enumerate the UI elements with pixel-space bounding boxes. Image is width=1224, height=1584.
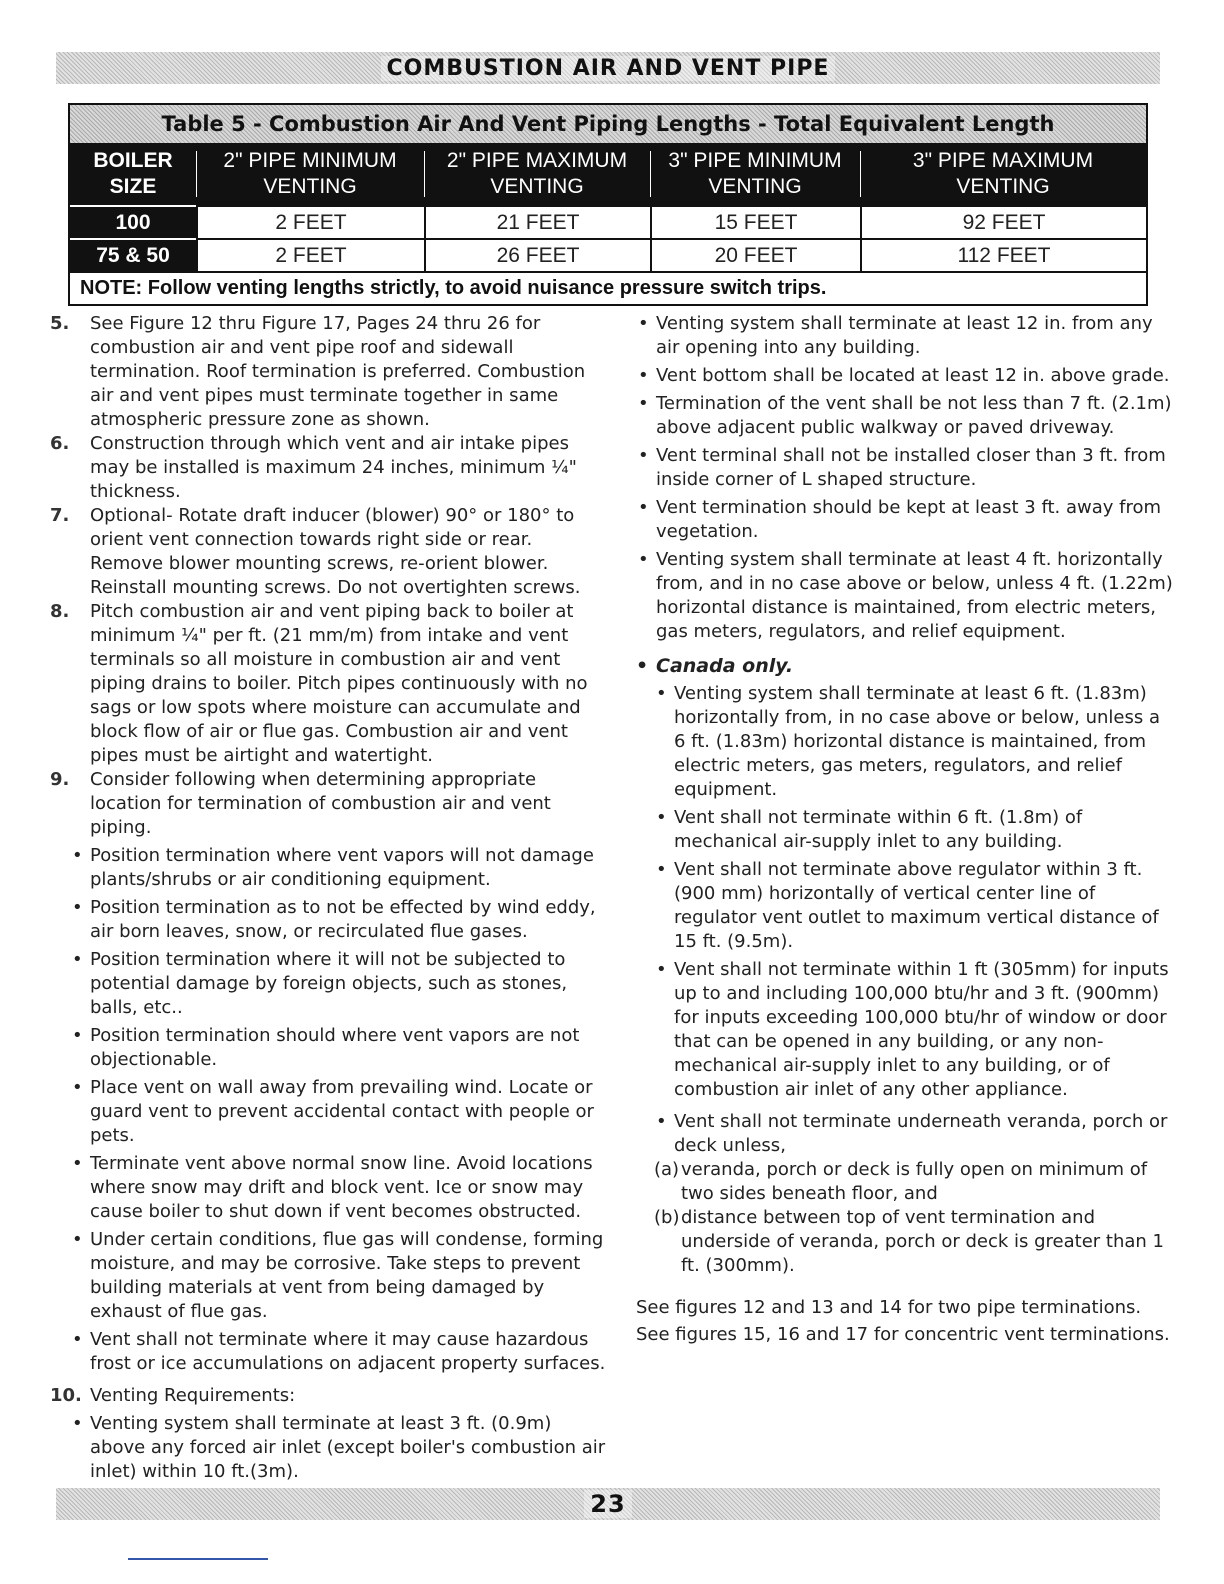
- list-bullet: • Venting system shall terminate at least 3 ft. (0.9m) above any forced air inlet (except boiler's combustion air inlet) within 10 ft.(3m).: [70, 1412, 610, 1484]
- header-2in-max: 2" PIPE MAXIMUM VENTING: [424, 143, 650, 205]
- table-title: Table 5 - Combustion Air And Vent Piping Lengths - Total Equivalent Length: [70, 105, 1146, 143]
- table-note: NOTE: Follow venting lengths strictly, to avoid nuisance pressure switch trips.: [70, 271, 1146, 304]
- right-column: [636, 312, 1176, 1347]
- header-2in-min: 2" PIPE MINIMUM VENTING: [196, 143, 424, 205]
- list-bullet: • Venting system shall terminate at least 12 in. from any air opening into any building.: [636, 312, 1176, 360]
- header-boiler-size: BOILER SIZE: [70, 143, 196, 205]
- list-item-5: 5. See Figure 12 thru Figure 17, Pages 24 thru 26 for combustion air and vent pipe roof and sidewall termination. Roof termination is preferred. Combustion air and vent pipes must terminate together in same atmospheric pressure zone as shown.: [50, 313, 586, 430]
- table-cell: 21 FEET: [424, 205, 650, 238]
- list-item-8: 8. Pitch combustion air and vent piping back to boiler at minimum ¼" per ft. (21 mm/m) from intake and vent terminals so all moisture in combustion air and vent piping drains to boiler. Pitch pipes continuously with no sags or low spots where moisture can accumulate and block flow of air or flue gas. Combustion air and vent pipes must be airtight and watertight.: [50, 601, 588, 766]
- table-cell: 92 FEET: [860, 205, 1146, 238]
- table-cell: 26 FEET: [424, 238, 650, 271]
- list-bullet: • Vent shall not terminate above regulator within 3 ft. (900 mm) horizontally of vertical center line of regulator vent outlet to maximum vertical distance of 15 ft. (9.5m).: [654, 858, 1176, 954]
- list-bullet: • Venting system shall terminate at least 6 ft. (1.83m) horizontally from, in no case above or below, unless a 6 ft. (1.83m) horizontal distance is maintained, from electric meters, gas meters, regulators, and relief equipment.: [654, 682, 1176, 802]
- sub-item-b: (b) distance between top of vent termination and underside of veranda, porch or deck is greater than 1 ft. (300mm).: [654, 1207, 1164, 1276]
- left-column: [50, 312, 610, 1484]
- list-bullet: • Position termination should where vent vapors are not objectionable.: [70, 1024, 610, 1072]
- venting-length-table: [68, 103, 1148, 306]
- section-header-banner: [56, 52, 1160, 84]
- list-bullet: • Terminate vent above normal snow line. Avoid locations where snow may drift and block vent. Ice or snow may cause boiler to shut down if vent becomes obstructed.: [70, 1152, 610, 1224]
- list-item-9: 9. Consider following when determining appropriate location for termination of combustion air and vent piping.: [50, 769, 551, 838]
- list-bullet: • Venting system shall terminate at least 4 ft. horizontally from, and in no case above or below, unless 4 ft. (1.22m) horizontal distance is maintained, from electric meters, gas meters, regulators, and relief equipment.: [636, 548, 1176, 644]
- list-bullet: • Place vent on wall away from prevailing wind. Locate or guard vent to prevent accidental contact with people or pets.: [70, 1076, 610, 1148]
- table-cell: 20 FEET: [650, 238, 860, 271]
- figure-references: [636, 1296, 1176, 1347]
- figure-reference-line: See figures 15, 16 and 17 for concentric vent terminations.: [636, 1324, 1170, 1345]
- table-cell: 2 FEET: [196, 238, 424, 271]
- list-bullet: • Vent shall not terminate where it may cause hazardous frost or ice accumulations on adjacent property surfaces.: [70, 1328, 610, 1376]
- list-bullet: • Vent shall not terminate underneath veranda, porch or deck unless,: [654, 1110, 1176, 1158]
- list-bullet: • Vent termination should be kept at least 3 ft. away from vegetation.: [636, 496, 1176, 544]
- list-item-6: 6. Construction through which vent and air intake pipes may be installed is maximum 24 inches, minimum ¼" thickness.: [50, 433, 577, 502]
- sub-item-a: (a) veranda, porch or deck is fully open on minimum of two sides beneath floor, and: [654, 1159, 1148, 1204]
- row-label: 75 & 50: [70, 238, 196, 271]
- footer-underline: [128, 1558, 268, 1560]
- list-item-10: 10. Venting Requirements:: [50, 1385, 296, 1406]
- list-bullet: • Vent terminal shall not be installed closer than 3 ft. from inside corner of L shaped structure.: [636, 444, 1176, 492]
- list-item-7: 7. Optional- Rotate draft inducer (blower) 90° or 180° to orient vent connection towards right side or rear. Remove blower mounting screws, re-orient blower. Reinstall mounting screws. Do not overtighten screws.: [50, 505, 581, 598]
- canada-heading: • Canada only.: [636, 654, 1176, 678]
- table-cell: 2 FEET: [196, 205, 424, 238]
- page-footer-banner: [56, 1488, 1160, 1520]
- figure-reference-line: See figures 12 and 13 and 14 for two pipe terminations.: [636, 1297, 1142, 1318]
- list-bullet: • Vent shall not terminate within 1 ft (305mm) for inputs up to and including 100,000 btu/hr and 3 ft. (900mm) for inputs exceeding 100,000 btu/hr of window or door that can be opened in any building, or any non-mechanical air-supply inlet to any building, or of combustion air inlet of any other appliance.: [654, 958, 1176, 1102]
- list-bullet: • Under certain conditions, flue gas will condense, forming moisture, and may be corrosive. Take steps to prevent building materials at vent from being damaged by exhaust of flue gas.: [70, 1228, 610, 1324]
- list-bullet: • Vent shall not terminate within 6 ft. (1.8m) of mechanical air-supply inlet to any building.: [654, 806, 1176, 854]
- page-number: 23: [584, 1490, 631, 1518]
- list-bullet: • Position termination where vent vapors will not damage plants/shrubs or air conditioning equipment.: [70, 844, 610, 892]
- row-label: 100: [70, 205, 196, 238]
- table-cell: 112 FEET: [860, 238, 1146, 271]
- list-bullet: • Vent bottom shall be located at least 12 in. above grade.: [636, 364, 1176, 388]
- header-3in-max: 3" PIPE MAXIMUM VENTING: [860, 143, 1146, 205]
- section-title: COMBUSTION AIR AND VENT PIPE: [381, 56, 836, 81]
- header-3in-min: 3" PIPE MINIMUM VENTING: [650, 143, 860, 205]
- list-bullet: • Termination of the vent shall be not less than 7 ft. (2.1m) above adjacent public walkway or paved driveway.: [636, 392, 1176, 440]
- table-cell: 15 FEET: [650, 205, 860, 238]
- list-bullet: • Position termination as to not be effected by wind eddy, air born leaves, snow, or recirculated flue gases.: [70, 896, 610, 944]
- table-grid: [70, 143, 1146, 271]
- list-bullet: • Position termination where it will not be subjected to potential damage by foreign objects, such as stones, balls, etc..: [70, 948, 610, 1020]
